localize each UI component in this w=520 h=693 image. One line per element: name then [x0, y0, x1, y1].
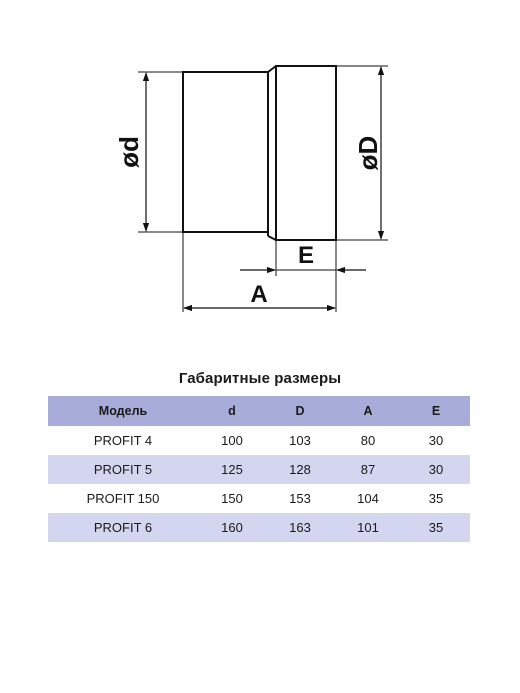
label-large-diameter: øD [353, 135, 383, 171]
column-header-a: A [334, 396, 402, 426]
cell-model: PROFIT 5 [48, 455, 198, 484]
label-length-a: A [250, 281, 268, 308]
column-header-model: Модель [48, 396, 198, 426]
label-small-diameter: ød [114, 136, 144, 168]
cell-model: PROFIT 150 [86, 491, 160, 506]
table-row [48, 455, 470, 484]
dimension-lines [146, 67, 381, 308]
table-row [48, 513, 470, 542]
cell-e: 30 [402, 455, 470, 484]
extension-lines [138, 66, 388, 312]
cell-a: 101 [334, 513, 402, 542]
cell-model: PROFIT 6 [48, 513, 198, 542]
table-row [48, 484, 470, 513]
column-header-e: E [402, 396, 470, 426]
column-header-big-d: D [266, 396, 334, 426]
cell-model: PROFIT 4 [93, 433, 153, 448]
cell-d: 160 [198, 513, 266, 542]
cell-d: 125 [198, 455, 266, 484]
cell-e: 35 [428, 491, 444, 506]
cell-a: 80 [360, 433, 376, 448]
cell-big-d: 103 [289, 433, 311, 448]
cell-big-d: 128 [266, 455, 334, 484]
cell-e: 35 [402, 513, 470, 542]
cell-a: 104 [357, 491, 379, 506]
cell-e: 30 [428, 433, 444, 448]
cell-d: 150 [221, 491, 243, 506]
label-length-e: E [297, 242, 315, 269]
coupling-outline [183, 66, 336, 240]
cell-d: 100 [221, 433, 243, 448]
cell-big-d: 163 [266, 513, 334, 542]
cell-big-d: 153 [289, 491, 311, 506]
table-title: Габаритные размеры [178, 370, 342, 387]
cell-a: 87 [334, 455, 402, 484]
table-row [48, 426, 470, 455]
column-header-d: d [198, 396, 266, 426]
table-header-row [48, 396, 470, 426]
dimensions-table [48, 396, 470, 542]
